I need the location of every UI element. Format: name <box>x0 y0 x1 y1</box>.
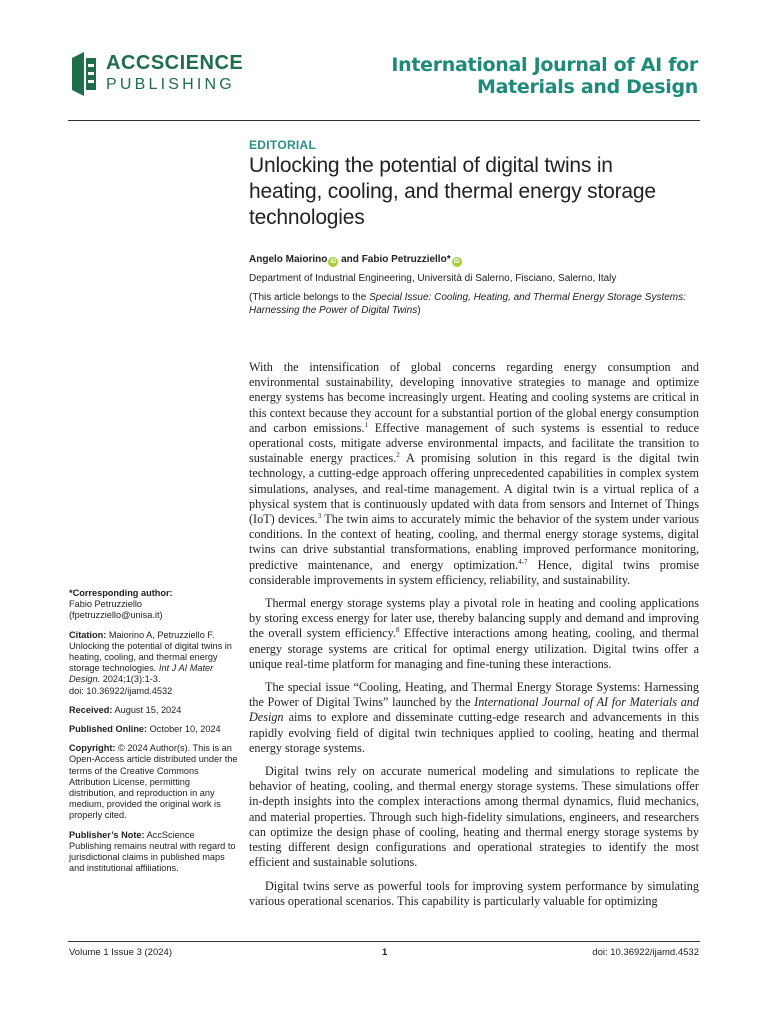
article-info-sidebar <box>69 588 239 882</box>
article-body <box>249 360 699 917</box>
citation-ref[interactable]: 2 <box>396 451 400 460</box>
publisher-note: Publisher’s Note: AccScience Publishing remains neutral with regard to jurisdictional claims in published maps and institutional affiliations. <box>69 829 236 874</box>
author-email[interactable]: (fpetruzziello@unisa.it) <box>69 610 163 621</box>
body-paragraph: With the intensification of global concerns regarding energy consumption and environmental sustainability, developing innovative strategies to manage and optimize energy systems has become increasingly urgent. Heating and cooling systems are critical in this context because they account for a substantial portion of the global energy consumption and carbon emissions.$^1$ Effective management of such systems is essential to reduce operational costs, mitigate adverse environmental impacts, and facilitate the transition to sustainable energy practices.$^2$ A promising solution in this regard is the digital twin technology, a cutting-edge approach offering unprecedented capabilities in complex system simulations, analyses, and real-time management. A digital twin is a virtual replica of a physical system that is continuously updated with data from sensors and Internet of Things (IoT) devices.$^3$ The twin aims to accurately mimic the behavior of the system under various conditions. In the context of heating, cooling, and thermal energy storage systems, digital twins can drive substantial transformations, enabling improved performance monitoring, predictive maintenance, and energy optimization.$^{4-7}$ Hence, digital twins promise considerable improvements in system efficiency, reliability, and sustainability. <box>249 360 700 587</box>
journal-title-line2: Materials and Design <box>476 76 698 98</box>
copyright-notice: Copyright: © 2024 Author(s). This is an Open-Access article distributed under the terms of the Creative Commons Attribution License, permitting distribution, and reproduction in any medium, provided the original work is properly cited. <box>69 743 238 821</box>
publisher-logo <box>68 52 243 96</box>
corresponding-author: *Corresponding author: Fabio Petruzziello (fpetruzziello@unisa.it) <box>69 588 173 621</box>
page-number: 1 <box>382 947 388 958</box>
logo-wordmark-bottom: PUBLISHING <box>106 76 235 93</box>
citation: Citation: Maiorino A, Petruzziello F. Unlocking the potential of digital twins in heating, cooling, and thermal energy storage technologies. Int J AI Mater Design. 2024;1(3):1-3. doi: 10.36922/ijamd.4532 <box>69 629 232 696</box>
header-divider <box>68 120 700 121</box>
author-name[interactable]: Fabio Petruzziello <box>361 254 447 265</box>
journal-title-line1: International Journal of AI for <box>391 54 698 76</box>
received-date: Received: August 15, 2024 <box>69 704 182 715</box>
citation-ref[interactable]: 4-7 <box>518 557 528 566</box>
body-paragraph: Digital twins rely on accurate numerical modeling and simulations to replicate the behavior of heating, cooling, and thermal energy storage systems. These simulations offer in-depth insights into the complex interactions among thermal dynamics, fluid mechanics, and material properties. Through such high-fidelity simulations, engineers, and researchers can optimize the design phase of cooling, heating and thermal energy storage systems by testing different design configurations and operational strategies to identify the most efficient and sustainable solutions. <box>249 764 699 870</box>
orcid-icon[interactable]: iD <box>453 259 460 265</box>
footer-divider <box>68 941 700 942</box>
body-paragraph: The special issue “Cooling, Heating, and Thermal Energy Storage Systems: Harnessing the Power of Digital Twins” launched by the International Journal of AI for Materials and Design aims to explore and disseminate cutting-edge research and advancements in this rapidly evolving field of digital twin techniques applied to cooling, heating and thermal energy storage systems. <box>249 680 699 755</box>
citation-doi[interactable]: doi: 10.36922/ijamd.4532 <box>69 685 173 696</box>
accscience-logo-icon <box>68 52 98 96</box>
special-issue-note: (This article belongs to the Special Issue: Cooling, Heating, and Thermal Energy Storage Systems: Harnessing the Power of Digital Twins) <box>249 292 686 316</box>
citation-ref[interactable]: 1 <box>364 420 368 429</box>
volume-issue: Volume 1 Issue 3 (2024) <box>69 947 172 958</box>
body-paragraph: Digital twins serve as powerful tools for improving system performance by simulating various operational scenarios. This capability is particularly valuable for optimizing <box>249 878 699 908</box>
citation-ref[interactable]: 3 <box>317 511 322 520</box>
logo-wordmark-top: ACCSCIENCE <box>106 52 244 74</box>
affiliation: Department of Industrial Engineering, Università di Salerno, Fisciano, Salerno, Italy <box>249 273 617 284</box>
special-issue-link[interactable]: Special Issue: Cooling, Heating, and Thermal Energy Storage Systems: Harnessing the Power of Digital Twins <box>249 292 686 316</box>
citation-ref[interactable]: 8 <box>395 626 400 635</box>
author-list: Angelo Maiorino iD and Fabio Petruzziello* iD <box>249 254 460 265</box>
published-date: Published Online: October 10, 2024 <box>69 724 221 735</box>
author-name[interactable]: Angelo Maiorino <box>249 254 328 265</box>
journal-title <box>391 54 698 98</box>
article-title: Unlocking the potential of digital twins in heating, cooling, and thermal energy storage technologies <box>249 154 656 229</box>
page-header <box>0 0 768 120</box>
body-paragraph: Thermal energy storage systems play a pivotal role in heating and cooling applications by storing excess energy for later use, thereby balancing supply and demand and improving the overall system efficiency.$^8$ Effective interactions among heating, cooling, and thermal energy storage systems are critical for optimal energy utilization. Digital twins offer a unique real-time platform for managing and fine-tuning these interactions. <box>249 596 699 671</box>
orcid-icon[interactable]: iD <box>330 259 337 265</box>
article-type: EDITORIAL <box>249 138 317 152</box>
footer-doi[interactable]: doi: 10.36922/ijamd.4532 <box>592 947 699 958</box>
